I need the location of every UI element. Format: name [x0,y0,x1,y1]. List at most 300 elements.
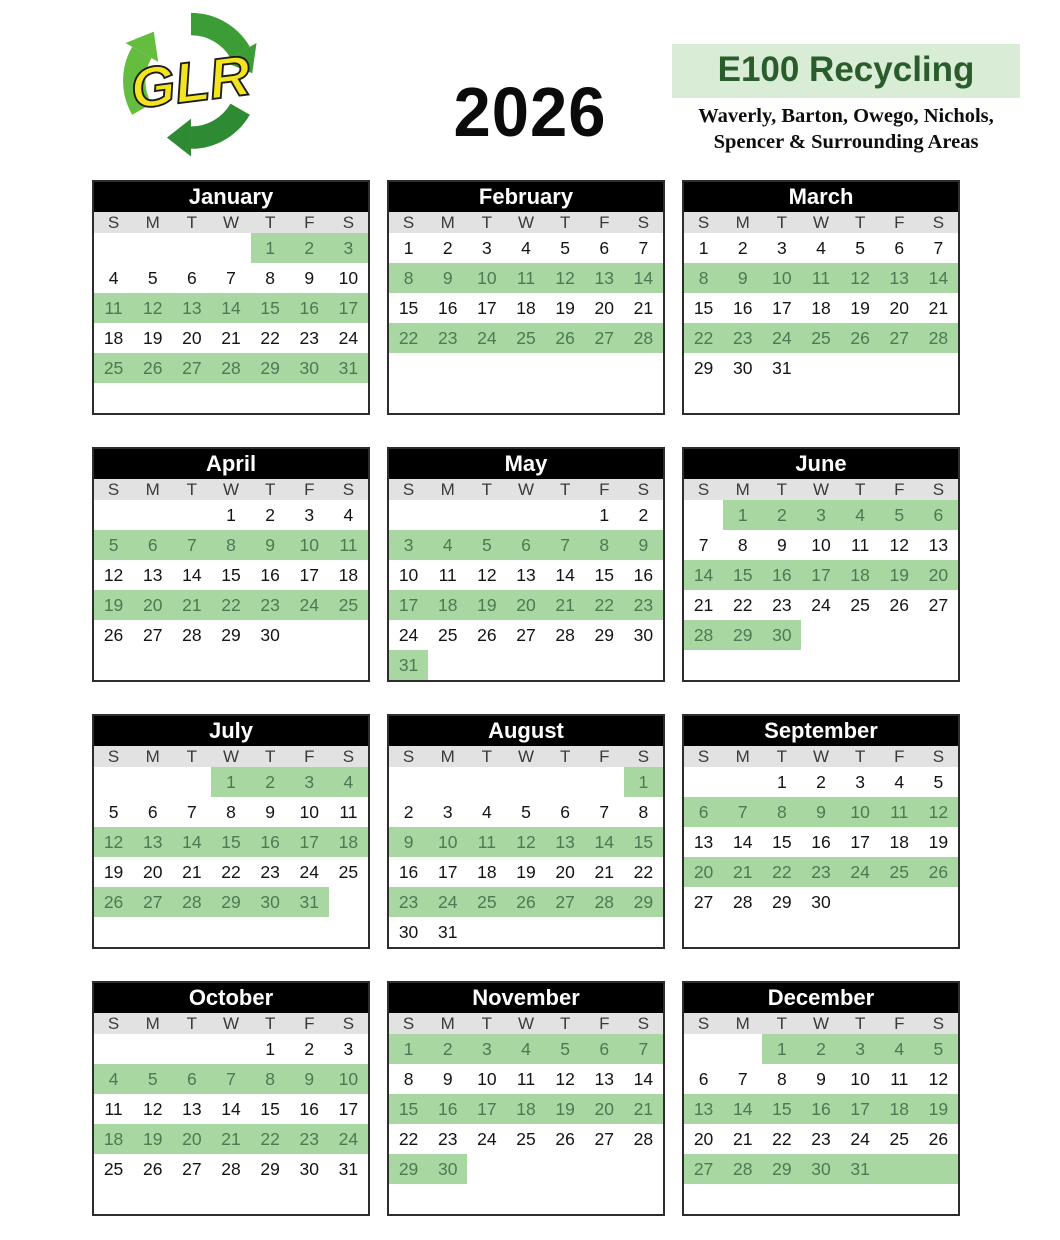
date-cell: 9 [304,267,315,288]
month-december [682,981,960,1216]
date-cell: 13 [928,534,949,555]
week-row [684,323,958,353]
weekday-header: S [342,1013,355,1033]
date-cell: 25 [889,1128,909,1149]
empty-cell [919,887,958,917]
weekday-header: T [854,479,866,499]
date-cell: 14 [624,263,663,293]
date-cell: 29 [251,353,290,383]
company-block [672,44,1020,155]
weekday-header: F [304,212,315,232]
date-cell: 29 [693,357,714,378]
date-cell: 13 [684,1094,723,1124]
weekday-header: S [402,746,415,766]
weekday-header: M [145,212,160,232]
date-cell: 18 [811,297,831,318]
empty-cell [585,767,624,797]
empty-cell [133,233,172,263]
empty-cell [251,1184,290,1214]
date-cell: 29 [762,1154,801,1184]
date-cell: 8 [403,1068,414,1089]
date-cell: 19 [555,297,575,318]
empty-cell [841,353,880,383]
empty-cell [506,650,545,680]
date-cell: 19 [919,1094,958,1124]
weekday-header: S [107,212,120,232]
weekday-header: F [894,746,905,766]
date-cell: 7 [698,534,709,555]
empty-cell [801,1184,840,1214]
month-days [94,500,368,680]
date-cell: 27 [516,624,536,645]
date-cell: 1 [403,237,414,258]
date-cell: 2 [265,504,275,525]
empty-cell [723,767,762,797]
date-cell: 19 [142,327,163,348]
weekday-header-row [94,212,368,233]
date-cell: 18 [516,297,536,318]
date-cell: 29 [260,1158,280,1179]
date-cell: 8 [226,801,236,822]
date-cell: 21 [221,327,241,348]
service-area-line2: Spencer & Surrounding Areas [713,131,979,154]
service-area [672,103,1020,155]
date-cell: 25 [103,1158,124,1179]
weekday-header: W [812,479,830,499]
date-cell: 16 [299,1098,319,1119]
date-cell: 24 [398,624,419,645]
date-cell: 3 [776,237,787,258]
empty-cell [211,1034,250,1064]
month-title: October [94,983,368,1013]
date-cell: 19 [516,861,536,882]
date-cell: 22 [684,323,723,353]
service-area-line1: Waverly, Barton, Owego, Nichols, [698,105,994,127]
date-cell: 9 [290,1064,329,1094]
weekday-header: F [894,1013,905,1033]
weekday-header: T [559,212,571,232]
date-cell: 10 [477,1068,497,1089]
date-cell: 2 [290,233,329,263]
date-cell: 2 [762,500,801,530]
date-cell: 16 [290,293,329,323]
date-cell: 24 [477,1128,497,1149]
empty-cell [546,383,585,413]
date-cell: 22 [389,323,428,353]
company-name: E100 Recycling [672,44,1020,98]
empty-cell [919,620,958,650]
weekday-header: S [697,746,710,766]
empty-cell [624,383,663,413]
empty-cell [428,1184,467,1214]
empty-cell [841,650,880,680]
empty-cell [841,1184,880,1214]
date-cell: 21 [182,861,202,882]
date-cell: 15 [624,827,663,857]
month-june [682,447,960,682]
date-cell: 1 [265,1038,275,1059]
date-cell: 14 [919,263,958,293]
weekday-header: W [812,212,830,232]
date-cell: 17 [290,827,329,857]
date-cell: 28 [211,353,250,383]
date-cell: 4 [894,771,905,792]
date-cell: 5 [560,237,570,258]
date-cell: 18 [103,327,124,348]
month-days [94,233,368,413]
date-cell: 27 [594,1128,614,1149]
date-cell: 4 [343,504,354,525]
date-cell: 25 [467,887,506,917]
week-row [684,1064,958,1094]
date-cell: 11 [880,797,919,827]
empty-cell [172,383,211,413]
date-cell: 17 [329,293,368,323]
date-cell: 20 [172,1124,211,1154]
month-days [389,500,663,680]
week-row [684,797,958,827]
empty-cell [841,620,880,650]
empty-cell [94,500,133,530]
month-days [389,1034,663,1214]
date-cell: 5 [933,771,944,792]
date-cell: 8 [638,801,649,822]
date-cell: 11 [801,263,840,293]
empty-cell [94,1034,133,1064]
date-cell: 9 [816,1068,826,1089]
date-cell: 30 [251,887,290,917]
month-may [387,447,665,682]
empty-cell [133,650,172,680]
date-cell: 30 [428,1154,467,1184]
empty-cell [329,650,368,680]
date-cell: 5 [919,1034,958,1064]
week-row [94,620,368,650]
date-cell: 8 [211,530,250,560]
date-cell: 12 [555,1068,575,1089]
date-cell: 12 [928,1068,949,1089]
date-cell: 8 [684,263,723,293]
date-cell: 3 [841,1034,880,1064]
date-cell: 10 [299,801,319,822]
date-cell: 11 [339,801,358,822]
empty-cell [133,767,172,797]
week-row [389,263,663,293]
date-cell: 3 [801,500,840,530]
date-cell: 2 [638,504,649,525]
date-cell: 8 [776,1068,787,1089]
weekday-header: S [402,479,415,499]
date-cell: 13 [133,827,172,857]
empty-cell [211,650,250,680]
empty-cell [585,650,624,680]
weekday-header: T [559,479,571,499]
empty-cell [329,383,368,413]
empty-cell [172,1034,211,1064]
date-cell: 7 [737,1068,748,1089]
date-cell: 24 [841,857,880,887]
date-cell: 8 [737,534,748,555]
empty-cell [919,383,958,413]
weekday-header: S [402,1013,415,1033]
date-cell: 28 [684,620,723,650]
weekday-header: S [637,479,650,499]
date-cell: 27 [880,323,919,353]
date-cell: 21 [693,594,714,615]
empty-cell [506,1154,545,1184]
weekday-header: F [599,746,610,766]
weekday-header: S [637,746,650,766]
week-row [684,1124,958,1154]
date-cell: 27 [546,887,585,917]
month-september [682,714,960,949]
date-cell: 9 [389,827,428,857]
date-cell: 10 [398,564,419,585]
date-cell: 4 [506,1034,545,1064]
week-row [684,500,958,530]
date-cell: 21 [723,857,762,887]
empty-cell [290,383,329,413]
weekday-header: T [481,212,493,232]
weekday-header-row [389,746,663,767]
empty-cell [585,383,624,413]
date-cell: 25 [850,594,870,615]
empty-cell [506,767,545,797]
date-cell: 11 [467,827,506,857]
date-cell: 28 [172,887,211,917]
weekday-header: T [559,1013,571,1033]
date-cell: 14 [732,831,753,852]
date-cell: 22 [585,590,624,620]
date-cell: 23 [251,590,290,620]
date-cell: 7 [186,801,197,822]
date-cell: 18 [428,590,467,620]
empty-cell [290,917,329,947]
weekday-header: W [222,746,240,766]
date-cell: 25 [880,857,919,887]
weekday-header: T [264,1013,276,1033]
date-cell: 6 [147,801,158,822]
date-cell: 5 [521,801,531,822]
date-cell: 1 [251,233,290,263]
week-row [94,827,368,857]
weekday-header: S [107,1013,120,1033]
date-cell: 3 [389,530,428,560]
weekday-header: T [776,212,788,232]
date-cell: 26 [477,624,497,645]
date-cell: 20 [684,857,723,887]
week-row [389,887,663,917]
date-cell: 6 [506,530,545,560]
date-cell: 8 [585,530,624,560]
date-cell: 6 [172,1064,211,1094]
week-row [389,620,663,650]
date-cell: 4 [481,801,492,822]
date-cell: 9 [428,263,467,293]
week-row [94,1094,368,1124]
weekday-header: M [735,746,750,766]
date-cell: 8 [251,1064,290,1094]
week-row [684,233,958,263]
week-row [389,1154,663,1184]
empty-cell [211,917,250,947]
weekday-header: T [186,746,198,766]
empty-cell [428,650,467,680]
empty-cell [172,767,211,797]
empty-cell [801,620,840,650]
empty-cell [684,1184,723,1214]
date-cell: 19 [103,861,124,882]
date-cell: 9 [251,530,290,560]
date-cell: 31 [290,887,329,917]
date-cell: 2 [737,237,748,258]
empty-cell [624,1154,663,1184]
empty-cell [546,1184,585,1214]
date-cell: 26 [506,887,545,917]
date-cell: 24 [290,590,329,620]
empty-cell [919,353,958,383]
date-cell: 24 [329,1124,368,1154]
date-cell: 13 [182,1098,202,1119]
date-cell: 17 [437,861,458,882]
date-cell: 15 [251,293,290,323]
date-cell: 7 [624,1034,663,1064]
date-cell: 21 [172,590,211,620]
date-cell: 2 [428,1034,467,1064]
date-cell: 15 [723,560,762,590]
empty-cell [94,383,133,413]
empty-cell [133,1184,172,1214]
weekday-header: F [599,212,610,232]
weekday-header-row [684,1013,958,1034]
date-cell: 17 [772,297,792,318]
date-cell: 14 [633,1068,654,1089]
empty-cell [290,650,329,680]
date-cell: 18 [329,827,368,857]
week-row [94,797,368,827]
date-cell: 13 [585,263,624,293]
month-title: July [94,716,368,746]
weekday-header: W [222,212,240,232]
week-row [389,767,663,797]
week-row [684,353,958,383]
logo-text: GLR [127,44,254,122]
date-cell: 12 [919,797,958,827]
date-cell: 21 [211,1124,250,1154]
date-cell: 20 [585,1094,624,1124]
date-cell: 16 [260,564,280,585]
date-cell: 14 [182,564,202,585]
date-cell: 2 [251,767,290,797]
date-cell: 20 [594,297,614,318]
date-cell: 14 [211,293,250,323]
weekday-header: W [517,212,535,232]
week-row [684,560,958,590]
date-cell: 1 [723,500,762,530]
date-cell: 27 [142,624,163,645]
date-cell: 25 [94,353,133,383]
date-cell: 1 [624,767,663,797]
date-cell: 9 [624,530,663,560]
week-row [389,500,663,530]
date-cell: 18 [506,1094,545,1124]
month-october [92,981,370,1216]
empty-cell [919,1154,958,1184]
week-row [389,233,663,263]
week-row [389,1184,663,1214]
week-row [94,323,368,353]
empty-cell [880,353,919,383]
date-cell: 30 [290,353,329,383]
date-cell: 22 [398,1128,419,1149]
empty-cell [723,1034,762,1064]
empty-cell [133,1034,172,1064]
date-cell: 6 [599,237,610,258]
weekday-header: F [304,1013,315,1033]
weekday-header: M [440,1013,455,1033]
date-cell: 12 [841,263,880,293]
date-cell: 3 [304,504,315,525]
date-cell: 16 [801,1094,840,1124]
date-cell: 15 [389,1094,428,1124]
date-cell: 12 [94,827,133,857]
date-cell: 3 [481,237,492,258]
date-cell: 3 [343,1038,354,1059]
date-cell: 28 [624,323,663,353]
empty-cell [94,917,133,947]
date-cell: 26 [928,1128,949,1149]
month-title: September [684,716,958,746]
month-days [684,1034,958,1214]
date-cell: 19 [928,831,949,852]
weekday-header: M [735,1013,750,1033]
date-cell: 25 [329,590,368,620]
date-cell: 29 [389,1154,428,1184]
weekday-header: S [697,1013,710,1033]
date-cell: 31 [437,921,458,942]
date-cell: 14 [585,827,624,857]
date-cell: 11 [94,293,133,323]
date-cell: 4 [108,267,119,288]
week-row [94,857,368,887]
date-cell: 6 [894,237,905,258]
week-row [94,293,368,323]
empty-cell [389,1184,428,1214]
empty-cell [506,1184,545,1214]
week-row [389,1064,663,1094]
date-cell: 20 [555,861,575,882]
week-row [389,293,663,323]
empty-cell [801,917,840,947]
month-march [682,180,960,415]
date-cell: 19 [133,1124,172,1154]
empty-cell [762,1184,801,1214]
date-cell: 1 [211,767,250,797]
date-cell: 16 [633,564,654,585]
weekday-header: S [107,746,120,766]
weekday-header: T [186,212,198,232]
weekday-header: M [735,212,750,232]
empty-cell [389,767,428,797]
date-cell: 3 [329,233,368,263]
empty-cell [467,767,506,797]
date-cell: 10 [338,267,359,288]
empty-cell [251,917,290,947]
date-cell: 3 [442,801,453,822]
week-row [94,1034,368,1064]
date-cell: 4 [428,530,467,560]
date-cell: 2 [801,1034,840,1064]
